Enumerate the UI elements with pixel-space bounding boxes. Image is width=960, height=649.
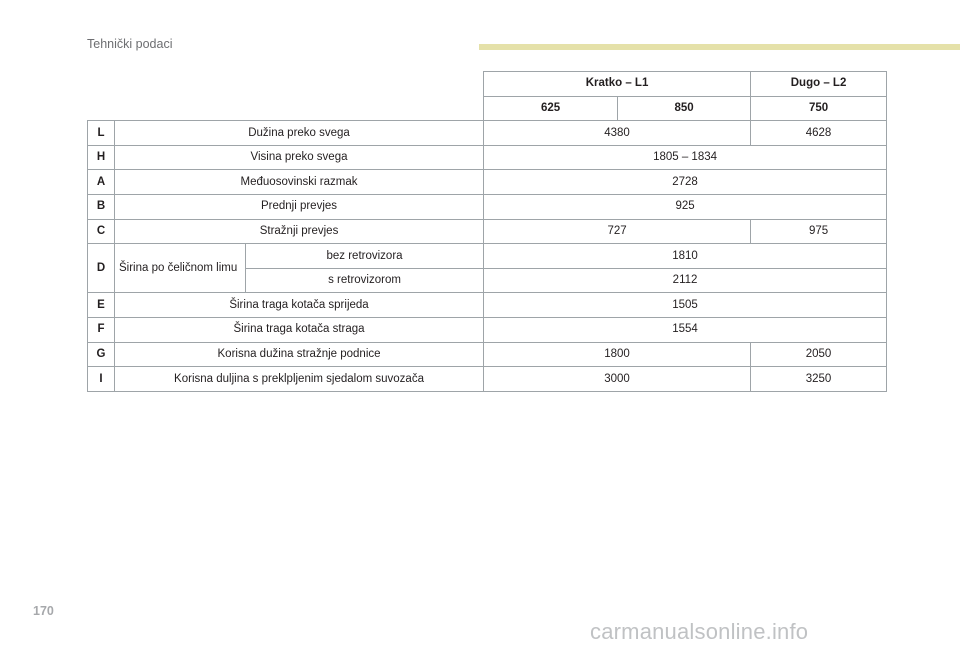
subheader-750: 750 [751,96,887,121]
row-code: C [88,219,115,244]
table-row [88,170,887,195]
section-title-accent-bar [479,44,960,50]
row-code: A [88,170,115,195]
value-all: 1810 [484,244,887,269]
row-code: E [88,293,115,318]
table-row [88,194,887,219]
row-label: Stražnji prevjes [115,219,484,244]
table-row [88,145,887,170]
table-row [88,317,887,342]
row-code: I [88,367,115,392]
table-row [88,244,887,269]
column-header-long: Dugo – L2 [751,72,887,97]
value-long: 975 [751,219,887,244]
dimensions-table [87,71,887,392]
row-label: Korisna duljina s preklpljenim sjedalom suvozača [115,367,484,392]
row-label: Prednji prevjes [115,194,484,219]
table-row [88,342,887,367]
value-all: 925 [484,194,887,219]
table-row [88,121,887,146]
value-long: 2050 [751,342,887,367]
subheader-625: 625 [484,96,618,121]
row-code: L [88,121,115,146]
section-title: Tehnički podaci [87,37,173,51]
value-long: 3250 [751,367,887,392]
value-short: 727 [484,219,751,244]
row-label: Korisna dužina stražnje podnice [115,342,484,367]
row-label: Međuosovinski razmak [115,170,484,195]
row-code: B [88,194,115,219]
row-label: Širina po čeličnom limu [115,244,246,293]
value-short: 4380 [484,121,751,146]
table-row [88,219,887,244]
value-all: 1554 [484,317,887,342]
value-all: 2112 [484,268,887,293]
table-row [88,293,887,318]
row-code: H [88,145,115,170]
row-code: D [88,244,115,293]
table-subheader-row [88,96,887,121]
page-number: 170 [33,604,54,618]
value-short: 1800 [484,342,751,367]
column-header-short: Kratko – L1 [484,72,751,97]
value-short: 3000 [484,367,751,392]
value-all: 1505 [484,293,887,318]
row-label: Visina preko svega [115,145,484,170]
table-row [88,367,887,392]
table-header-row [88,72,887,97]
value-all: 2728 [484,170,887,195]
row-label: Širina traga kotača sprijeda [115,293,484,318]
row-label: Širina traga kotača straga [115,317,484,342]
row-label: Dužina preko svega [115,121,484,146]
subheader-850: 850 [618,96,751,121]
row-sublabel: bez retrovizora [246,244,484,269]
value-all: 1805 – 1834 [484,145,887,170]
row-code: F [88,317,115,342]
value-long: 4628 [751,121,887,146]
watermark: carmanualsonline.info [590,619,809,644]
row-sublabel: s retrovizorom [246,268,484,293]
row-code: G [88,342,115,367]
